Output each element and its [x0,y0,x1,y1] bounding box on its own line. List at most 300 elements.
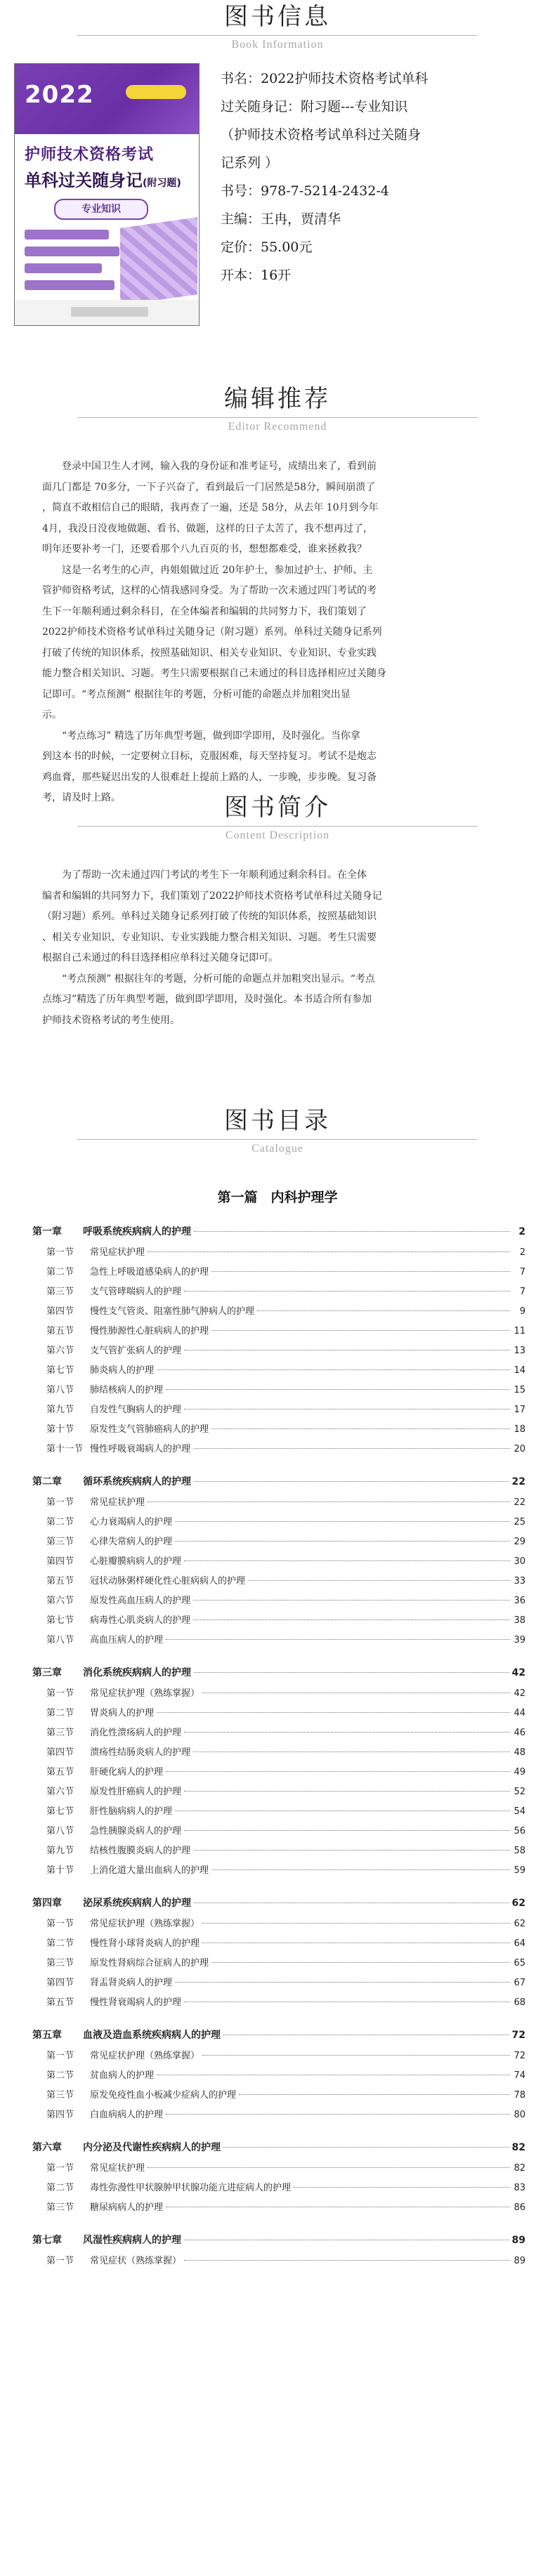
toc-section-title: 慢性肾小球肾炎病人的护理 [90,1938,200,1949]
toc-section-number: 第二节 [46,1517,74,1527]
toc-chapter-title: 风湿性疾病病人的护理 [83,2235,181,2246]
text-line: 登录中国卫生人才网，输入我的身份证和准考证号，成绩出来了，看到前 [62,461,377,472]
catalogue-subtitle: Catalogue [252,1143,303,1155]
text-line: 示。 [42,709,62,721]
toc-page-number: 33 [514,1576,525,1586]
toc-section-row [32,1532,525,1552]
info-line: 书名：2022护师技术资格考试单科 [221,71,429,86]
toc-section-title: 常见症状护理 [90,2163,145,2174]
toc-leader-dots [194,1672,509,1673]
toc-page-number: 78 [514,2090,525,2101]
toc-page-number: 7 [519,1287,525,1297]
toc-section-row [32,1934,525,1954]
toc-section-title: 毒性弥漫性甲状腺肿甲状腺功能亢进症病人的护理 [90,2183,292,2193]
toc-section-number: 第九节 [46,1405,74,1415]
toc-page-number: 59 [514,1865,525,1876]
toc-section-number: 第八节 [46,1826,74,1836]
toc-section-title: 原发免疫性血小板减少症病人的护理 [90,2090,237,2101]
toc-chapter-title: 内分泌及代谢性疾病病人的护理 [83,2142,221,2153]
toc-leader-dots [202,2055,510,2056]
toc-leader-dots [194,1231,510,1232]
toc-section-number: 第三节 [46,1287,74,1297]
toc-section-number: 第九节 [46,1846,74,1856]
toc-section-title: 肾盂肾炎病人的护理 [90,1978,173,1988]
text-line: 生下一年顺利通过剩余科目，在全体编者和编辑的共同努力下，我们策划了 [42,605,367,617]
editor-subtitle-wrap [0,420,555,434]
book-info-header [0,3,555,31]
editor-header [0,385,555,413]
toc-page-number: 30 [514,1556,525,1567]
toc-gap [32,1459,525,1471]
toc-chapter-row [32,2229,525,2252]
toc-section-row [32,1861,525,1881]
text-line: 、相关专业知识、专业知识、专业实践能力整合相关知识、习题。考生只需要 [42,931,377,943]
toc-section-row [32,1263,525,1282]
toc-gap [32,2125,525,2136]
toc-section-row [32,2252,525,2271]
text-line: 明年还要补考一门，还要看那个八九百页的书，想想都难受，谁来拯救我？ [42,544,367,555]
info-line: 开本：16开 [221,268,292,283]
toc-page-number: 86 [514,2202,525,2213]
toc-section-title: 贫血病人的护理 [90,2070,155,2081]
text-line: 能力整合相关知识、习题。考生只需要根据自己未通过的科目选择相应过关随身 [42,668,386,679]
toc-leader-dots [166,1389,510,1390]
book-info-title: 图书信息 [224,3,331,31]
toc-page-number: 82 [511,2142,525,2153]
toc-section-row [32,1723,525,1743]
info-line: 定价：55.00元 [221,239,313,255]
toc-section-row [32,1973,525,1993]
toc-page-number: 58 [514,1846,525,1856]
toc-section-number: 第三节 [46,1537,74,1547]
toc-section-row [32,1802,525,1822]
toc-leader-dots [257,1310,510,1311]
toc-leader-dots [193,1850,510,1851]
toc-chapter-row [32,1221,525,1243]
toc-section-number: 第七节 [46,1806,74,1817]
text-line: ，简直不敢相信自己的眼睛，我再查了一遍，还是 58分，从去年 10月到今年 [42,502,379,513]
toc-chapter-title: 呼吸系统疾病病人的护理 [83,1226,191,1237]
toc-page-number: 56 [514,1826,525,1836]
toc-section-row [32,1611,525,1631]
toc-page-number: 22 [514,1497,525,1508]
toc-page-number: 17 [514,1405,525,1415]
toc-section-title: 肝硬化病人的护理 [90,1767,164,1777]
toc-page-number: 67 [514,1978,525,1988]
toc-section-title: 肺结核病人的护理 [90,1385,164,1395]
toc-page-number: 22 [511,1476,525,1487]
book-info-list [221,65,541,289]
toc-section-row [32,1914,525,1934]
toc-section-number: 第十一节 [46,1444,84,1454]
toc-section-row [32,1572,525,1591]
toc-section-title: 原发性肾病综合征病人的护理 [90,1958,209,1969]
toc-section-row [32,1493,525,1513]
toc-page-number: 80 [514,2110,525,2120]
cover-bullet [25,230,109,239]
toc-section-row [32,1954,525,1973]
toc-chapter-number: 第一章 [32,1226,62,1237]
toc-section-number: 第三节 [46,2202,74,2213]
toc-section-number: 第三节 [46,2090,74,2101]
toc-leader-dots [211,1271,510,1272]
info-line: （护师技术资格考试单科过关随身 [221,127,422,143]
toc-section-number: 第七节 [46,1365,74,1376]
text-line: “考点练习” 精选了历年典型考题，做到即学即用，及时强化。当你拿 [62,730,360,742]
toc-section-title: 支气管扩张病人的护理 [90,1346,182,1356]
text-line: 到这本书的时候，一定要树立目标，克服困难，每天坚持复习。考试不是炮志 [42,751,377,762]
toc-section-number: 第二节 [46,2070,74,2081]
toc-section-title: 原发性支气管肺癌病人的护理 [90,1424,209,1435]
cover-artwork [120,217,197,305]
toc-page-number: 52 [514,1787,525,1797]
text-line: 为了帮助一次未通过四门考试的考生下一年顺利通过剩余科目。在全体 [62,869,367,881]
toc-chapter-title: 消化系统疾病病人的护理 [83,1667,191,1678]
toc-page-number: 20 [514,1444,525,1454]
toc-section-title: 原发性肝癌病人的护理 [90,1787,182,1797]
toc-chapter-row [32,2136,525,2159]
toc-section-title: 常见症状护理（熟练掌握） [90,1919,200,1929]
editor-subtitle: Editor Recommend [228,421,327,433]
toc-section-title: 自发性气胸病人的护理 [90,1405,182,1415]
toc-section-number: 第七节 [46,1615,74,1626]
toc-leader-dots [175,1521,510,1522]
toc-section-title: 慢性呼吸衰竭病人的护理 [90,1444,191,1454]
toc-page-number: 89 [511,2235,525,2246]
toc-leader-dots [294,2187,510,2188]
toc-page-number: 64 [514,1938,525,1949]
toc-page-number: 39 [514,1635,525,1645]
toc-page-number: 42 [511,1667,525,1678]
toc-section-number: 第十节 [46,1424,74,1435]
toc-page-number: 13 [514,1346,525,1356]
toc-leader-dots [166,1771,510,1772]
toc-page-number: 2 [519,1247,525,1258]
toc-section-row [32,1822,525,1841]
toc-leader-dots [157,1712,510,1713]
toc-leader-dots [184,1791,510,1792]
toc-section-number: 第八节 [46,1385,74,1395]
publisher-logo [71,307,148,317]
book-info-subtitle-wrap [0,38,555,52]
text-line: 鸡血膏，那些疑迟出发的人很难赶上提前上路的人，一步晚，步步晚。复习备 [42,771,377,783]
toc-leader-dots [239,2094,510,2095]
toc-section-number: 第五节 [46,1326,74,1336]
toc-section-number: 第五节 [46,1997,74,2008]
toc-page-number: 49 [514,1767,525,1777]
toc-page-number: 83 [514,2183,525,2193]
toc-section-number: 第五节 [46,1576,74,1586]
toc-chapter-title: 血液及造血系统疾病病人的护理 [83,2030,221,2041]
toc-section-number: 第五节 [46,1767,74,1777]
toc-section-number: 第六节 [46,1787,74,1797]
toc-section-title: 支气管哮喘病人的护理 [90,1287,182,1297]
toc-page-number: 72 [511,2030,525,2041]
toc-section-title: 心律失常病人的护理 [90,1537,173,1547]
cover-name [25,166,181,191]
table-of-contents [32,1221,525,2271]
cover-bullet-lines [25,230,123,297]
toc-leader-dots [193,1448,510,1449]
toc-section-title: 常见症状护理 [90,1247,145,1258]
toc-section-row [32,1631,525,1650]
toc-chapter-number: 第五章 [32,2030,62,2041]
toc-page-number: 74 [514,2070,525,2081]
toc-leader-dots [175,1541,510,1542]
toc-chapter-row [32,1892,525,1914]
toc-section-title: 糖尿病病人的护理 [90,2202,164,2213]
toc-page-number: 38 [514,1615,525,1626]
toc-chapter-row [32,1471,525,1493]
toc-leader-dots [193,1600,510,1601]
toc-section-number: 第二节 [46,1708,74,1719]
text-line: 护师技术资格考试的考生使用。 [42,1014,180,1026]
toc-page-number: 62 [511,1898,525,1909]
text-line: 考，请及时上路。 [42,792,121,803]
toc-page-number: 42 [514,1688,525,1699]
toc-section-number: 第三节 [46,1958,74,1969]
cover-badge [126,85,186,99]
toc-section-title: 慢性肾衰竭病人的护理 [90,1997,182,2008]
toc-section-row [32,1591,525,1611]
toc-gap [32,1881,525,1892]
toc-page-number: 14 [514,1365,525,1376]
toc-chapter-title: 泌尿系统疾病病人的护理 [83,1898,191,1909]
toc-leader-dots [184,1350,510,1351]
cover-tag: 专业知识 [54,199,148,220]
toc-section-number: 第一节 [46,1247,74,1258]
text-line: 面几门都是 70多分，一下子兴奋了，看到最后一门居然是58分，瞬间崩溃了 [42,481,376,493]
toc-section-title: 心脏瓣膜病病人的护理 [90,1556,182,1567]
toc-section-title: 病毒性心肌炎病人的护理 [90,1615,191,1626]
toc-chapter-number: 第六章 [32,2142,62,2153]
description-subtitle-wrap [0,829,555,843]
toc-page-number: 68 [514,1997,525,2008]
description-divider [77,826,478,827]
toc-leader-dots [194,1481,509,1482]
toc-section-number: 第二节 [46,1938,74,1949]
toc-leader-dots [148,1251,510,1252]
toc-section-title: 心力衰竭病人的护理 [90,1517,173,1527]
toc-section-number: 第一节 [46,1688,74,1699]
toc-section-title: 常见症状护理 [90,1497,145,1508]
toc-section-number: 第六节 [46,1596,74,1606]
book-info-subtitle: Book Information [231,39,324,51]
toc-page-number: 46 [514,1728,525,1738]
toc-section-number: 第六节 [46,1346,74,1356]
text-line: 管护师资格考试，这样的心情我感同身受。为了帮助一次未通过四门考试的考 [42,585,377,596]
toc-section-title: 结核性腹膜炎病人的护理 [90,1846,191,1856]
catalogue-header [0,1107,555,1135]
toc-section-number: 第一节 [46,1919,74,1929]
description-subtitle: Content Description [225,829,330,841]
toc-chapter-title: 循环系统疾病病人的护理 [83,1476,191,1487]
toc-section-title: 冠状动脉粥样硬化性心脏病病人的护理 [90,1576,246,1586]
text-line: 根据自己未通过的科目选择相应单科过关随身记即可。 [42,952,278,964]
toc-leader-dots [211,1869,510,1870]
toc-page-number: 54 [514,1806,525,1817]
toc-section-row [32,2066,525,2086]
toc-section-number: 第四节 [46,1306,74,1317]
toc-section-row [32,1763,525,1782]
toc-page-number: 7 [519,1267,525,1277]
cover-bullet [25,280,115,290]
toc-section-title: 消化性溃疡病人的护理 [90,1728,182,1738]
toc-section-row [32,2105,525,2125]
toc-chapter-row [32,2024,525,2046]
toc-page-number: 9 [519,1306,525,1317]
toc-section-row [32,1341,525,1361]
text-line: 2022护师技术资格考试单科过关随身记（附习题）系列。单科过关随身记系列 [42,626,382,638]
toc-leader-dots [184,1560,510,1561]
editor-divider [77,417,478,418]
text-line: 4月，我没日没夜地做题、看书、做题，这样的日子太苦了，我不想再过了， [42,523,373,534]
toc-section-row [32,2179,525,2198]
toc-section-number: 第三节 [46,1728,74,1738]
toc-section-row [32,2159,525,2179]
book-cover-image [14,63,200,326]
toc-page-number: 65 [514,1958,525,1969]
cover-name-main: 单科过关随身记 [25,171,143,190]
toc-chapter-number: 第二章 [32,1476,62,1487]
toc-section-title: 溃疡性结肠炎病人的护理 [90,1747,191,1758]
toc-page-number: 11 [514,1326,525,1336]
toc-section-row [32,2086,525,2105]
text-line: “考点预测” 根据往年的考题，分析可能的命题点并加粗突出显示。“考点 [62,973,375,985]
toc-page-number: 36 [514,1596,525,1606]
toc-section-row [32,1361,525,1381]
toc-section-row [32,2198,525,2218]
toc-section-row [32,1782,525,1802]
toc-leader-dots [223,2147,509,2148]
text-line: （附习题）系列。单科过关随身记系列打破了传统的知识体系，按照基础知识 [42,911,377,922]
toc-chapter-row [32,1662,525,1684]
toc-leader-dots [211,1962,510,1963]
toc-section-title: 原发性高血压病人的护理 [90,1596,191,1606]
toc-section-title: 肺炎病人的护理 [90,1365,155,1376]
cover-series: 护师技术资格考试 [25,146,155,164]
toc-page-number: 18 [514,1424,525,1435]
cover-name-paren: (附习题) [143,178,181,189]
toc-leader-dots [193,1619,510,1620]
info-line: 记系列 ） [221,155,279,171]
toc-section-row [32,1282,525,1302]
toc-leader-dots [184,2260,510,2261]
toc-chapter-number: 第四章 [32,1898,62,1909]
toc-page-number: 15 [514,1385,525,1395]
toc-section-row [32,1440,525,1459]
toc-leader-dots [175,1982,510,1983]
info-line: 过关随身记：附习题---专业知识 [221,99,408,114]
toc-section-number: 第四节 [46,1978,74,1988]
toc-section-row [32,1552,525,1572]
cover-bullet [25,263,102,273]
toc-page-number: 62 [514,1919,525,1929]
toc-section-title: 胃炎病人的护理 [90,1708,155,1719]
cover-year: 2022 [25,81,94,109]
toc-section-title: 急性上呼吸道感染病人的护理 [90,1267,209,1277]
editor-title: 编辑推荐 [224,385,331,413]
toc-page-number: 89 [514,2256,525,2266]
toc-section-number: 第一节 [46,2051,74,2061]
toc-page-number: 29 [514,1537,525,1547]
toc-leader-dots [184,1732,510,1733]
toc-section-title: 常见症状护理（熟练掌握） [90,1688,200,1699]
catalogue-subtitle-wrap [0,1142,555,1156]
toc-section-number: 第四节 [46,1747,74,1758]
toc-chapter-number: 第七章 [32,2235,62,2246]
text-line: 这是一名考生的心声，冉姐姐做过近 20年护士，参加过护士、护师、主 [62,564,373,576]
toc-leader-dots [184,1830,510,1831]
toc-section-row [32,1400,525,1420]
toc-page-number: 48 [514,1747,525,1758]
toc-leader-dots [148,2167,510,2168]
toc-section-row [32,1381,525,1400]
toc-page-number: 44 [514,1708,525,1719]
toc-section-row [32,2046,525,2066]
toc-section-number: 第二节 [46,2183,74,2193]
toc-section-number: 第十节 [46,1865,74,1876]
toc-leader-dots [248,1580,510,1581]
book-info-divider [77,35,478,36]
toc-section-row [32,1322,525,1341]
toc-gap [32,2013,525,2024]
toc-section-title: 肝性脑病病人的护理 [90,1806,173,1817]
toc-section-title: 白血病病人的护理 [90,2110,164,2120]
toc-section-number: 第四节 [46,1556,74,1567]
toc-section-number: 第一节 [46,2256,74,2266]
toc-leader-dots [211,1428,510,1429]
description-text [42,865,520,1031]
toc-leader-dots [211,1330,510,1331]
toc-section-number: 第八节 [46,1635,74,1645]
description-title: 图书简介 [224,794,331,822]
toc-section-number: 第一节 [46,2163,74,2174]
toc-chapter-number: 第三章 [32,1667,62,1678]
toc-section-row [32,1841,525,1861]
toc-section-row [32,1243,525,1263]
toc-page-number: 82 [514,2163,525,2174]
toc-section-number: 第二节 [46,1267,74,1277]
toc-section-row [32,1704,525,1723]
toc-leader-dots [157,1369,510,1370]
info-line: 主编：王冉，贾清华 [221,211,341,227]
toc-leader-dots [148,1501,510,1502]
toc-gap [32,1650,525,1662]
catalogue-divider [77,1139,478,1140]
toc-section-title: 高血压病人的护理 [90,1635,164,1645]
text-line: 记即可。“考点预测” 根据往年的考题，分析可能的命题点并加粗突出显 [42,688,351,700]
editor-text [42,456,520,809]
toc-section-row [32,1684,525,1704]
toc-leader-dots [202,1923,510,1924]
toc-leader-dots [184,1291,510,1292]
toc-section-title: 上消化道大量出血病人的护理 [90,1865,209,1876]
info-line: 书号：978-7-5214-2432-4 [221,183,389,199]
toc-section-row [32,1513,525,1532]
text-line: 编者和编辑的共同努力下，我们策划了2022护师技术资格考试单科过关随身记 [42,890,382,902]
toc-leader-dots [166,1639,510,1640]
toc-section-title: 急性胰腺炎病人的护理 [90,1826,182,1836]
toc-section-row [32,1993,525,2013]
description-header [0,794,555,822]
catalogue-title: 图书目录 [224,1107,331,1135]
text-line: 点练习”精选了历年典型考题，做到即学即用，及时强化。本书适合所有参加 [42,994,372,1005]
toc-section-number: 第一节 [46,1497,74,1508]
toc-page-number: 2 [518,1226,525,1237]
toc-section-title: 慢性肺源性心脏病病人的护理 [90,1326,209,1336]
toc-section-row [32,1302,525,1322]
